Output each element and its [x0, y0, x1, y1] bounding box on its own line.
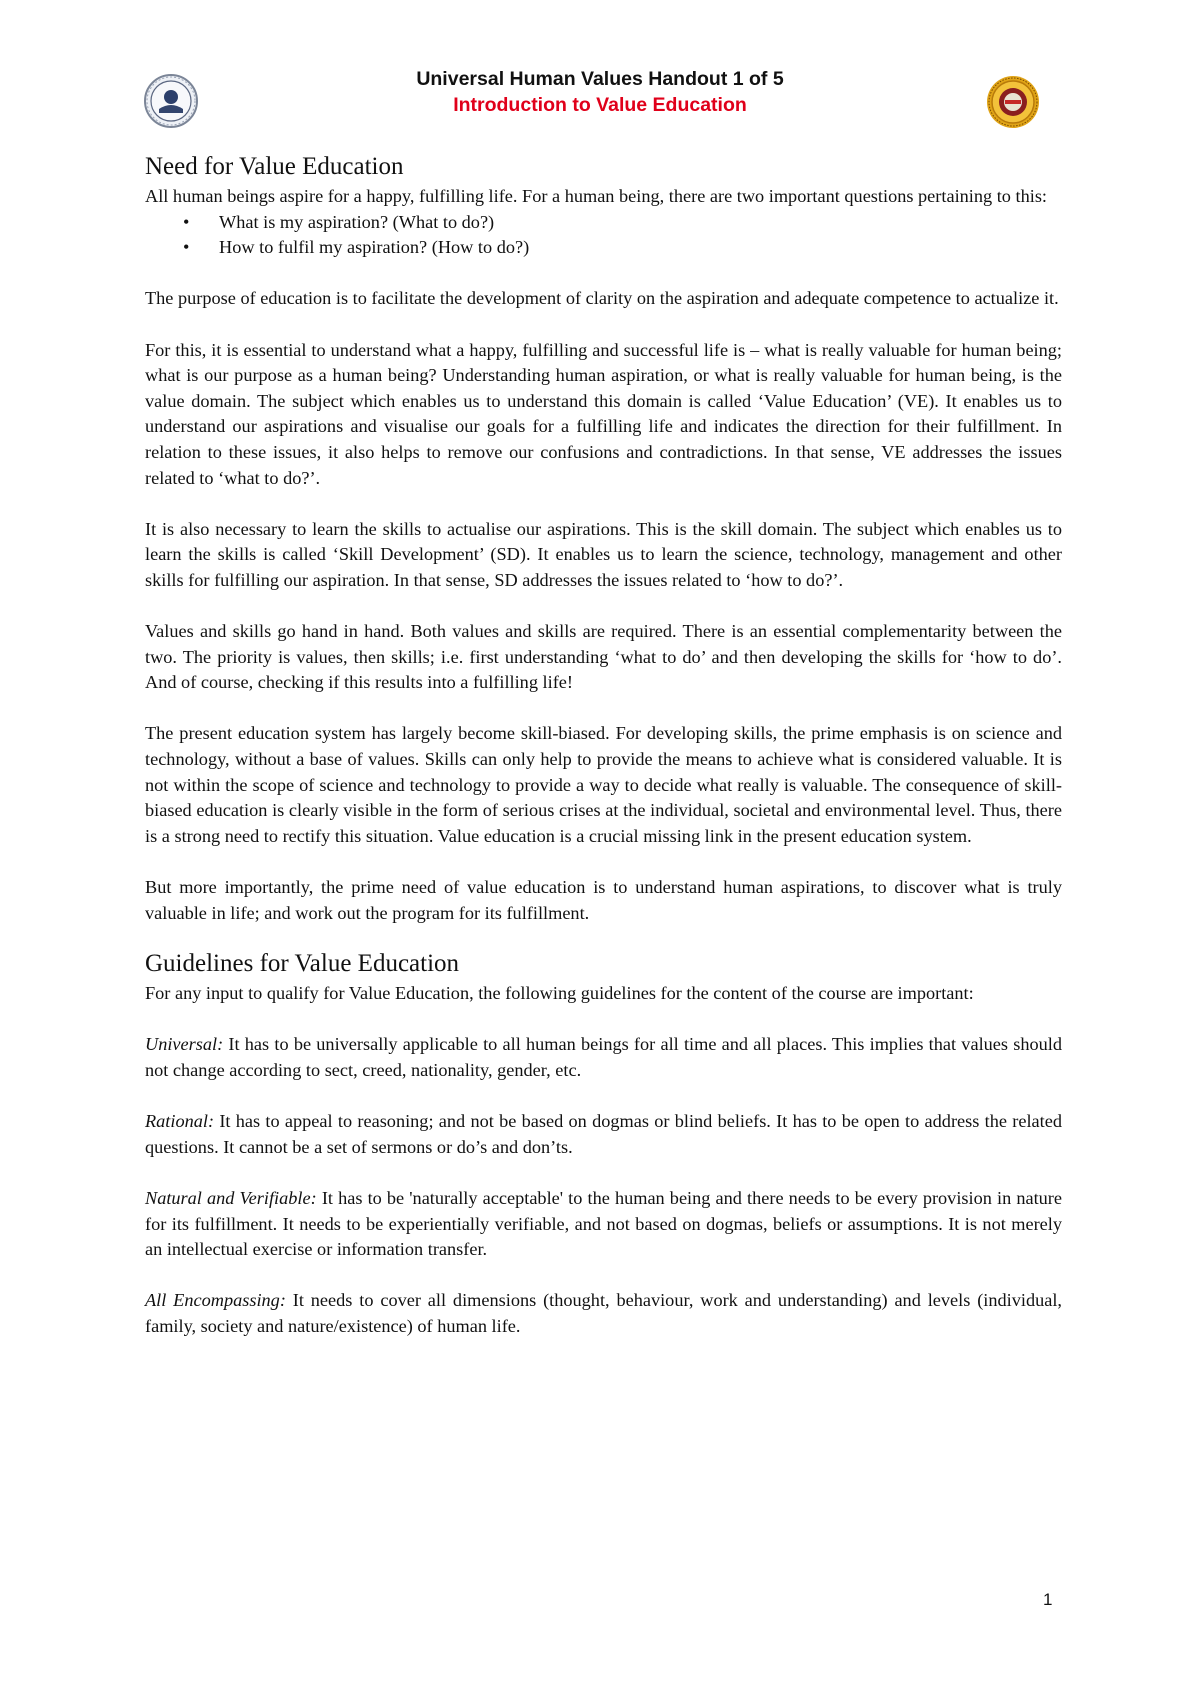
page-number: 1 — [1043, 1590, 1053, 1609]
list-item: • How to fulfil my aspiration? (How to do?) — [183, 235, 1062, 261]
section-heading-guidelines: Guidelines for Value Education — [145, 950, 460, 978]
paragraph: But more importantly, the prime need of value education is to understand human aspirations, to discover what is truly valuable in life; and work out the program for its fulfillment. — [145, 877, 1062, 923]
paragraph: Values and skills go hand in hand. Both values and skills are required. There is an essential complementarity between the two. The priority is values, then skills; i.e. first understanding ‘what to do’ and then developing the skills for ‘how to do’. And of course, checking if this results into a fulfilling life! — [145, 621, 1062, 693]
section-heading-need: Need for Value Education — [145, 153, 404, 180]
paragraph: It is also necessary to learn the skills to actualise our aspirations. This is the skill domain. The subject which enables us to learn the skills is called ‘Skill Development’ (SD). It enables us to learn the science, technology, management and other skills for fulfilling our aspiration. In that sense, SD addresses the issues related to ‘how to do?’. — [145, 518, 1062, 590]
list-item: • What is my aspiration? (What to do?) — [183, 210, 1062, 236]
bullet-icon: • — [183, 237, 190, 258]
guideline-universal: Universal: It has to be universally applicable to all human beings for all time and all places. This implies that values should not change according to sect, creed, nationality, gender, etc. — [145, 1034, 1062, 1080]
handout-title: Universal Human Values Handout 1 of 5 — [416, 68, 784, 90]
paragraph: The present education system has largely become skill-biased. For developing skills, the prime emphasis is on science and technology, without a base of values. Skills can only help to provide the means to achieve what is considered valuable. It is not within the scope of science and technology to provide a way to decide what really is valuable. The consequence of skill-biased education is clearly visible in the form of serious crises at the individual, societal and environmental level. Thus, there is a strong need to rectify this situation. Value education is a crucial missing link in the present education system. — [145, 723, 1062, 846]
guideline-natural-verifiable: Natural and Verifiable: It has to be 'naturally acceptable' to the human being and there needs to be every provision in nature for its fulfillment. It needs to be experientially verifiable, and not based on dogmas, beliefs or assumptions. It is not merely an intellectual exercise or information transfer. — [145, 1187, 1062, 1260]
guideline-lead: Universal: — [145, 1034, 224, 1055]
guideline-lead: Rational: — [145, 1111, 215, 1132]
intro-paragraph: For any input to qualify for Value Education, the following guidelines for the content of the course are important: — [145, 983, 974, 1004]
guideline-rational: Rational: It has to appeal to reasoning; and not be based on dogmas or blind beliefs. It has to be open to address the related questions. It cannot be a set of sermons or do’s and don’ts. — [145, 1111, 1062, 1157]
page-header — [0, 66, 1200, 118]
handout-subtitle: Introduction to Value Education — [453, 94, 747, 116]
document-body — [145, 150, 1062, 1340]
paragraph: The purpose of education is to facilitate the development of clarity on the aspiration and adequate competence to actualize it. — [145, 288, 1059, 309]
bullet-icon: • — [183, 211, 190, 232]
aspiration-questions-list — [145, 210, 1062, 261]
intro-paragraph: All human beings aspire for a happy, fulfilling life. For a human being, there are two important questions pertaining to this: — [145, 186, 1048, 206]
guideline-lead: All Encompassing: — [145, 1290, 286, 1311]
guideline-lead: Natural and Verifiable: — [145, 1187, 317, 1208]
guideline-all-encompassing: All Encompassing: It needs to cover all dimensions (thought, behaviour, work and understanding) and levels (individual, family, society and nature/existence) of human life. — [145, 1290, 1062, 1336]
paragraph: For this, it is essential to understand what a happy, fulfilling and successful life is – what is really valuable for human being; what is our purpose as a human being? Understanding human aspiration, or what is really valuable for human being, is the value domain. The subject which enables us to understand this domain is called ‘Value Education’ (VE). It enables us to understand our aspirations and visualise our goals for a fulfilling life and indicates the direction for their fulfillment. In relation to these issues, it also helps to remove our confusions and contradictions. In that sense, VE addresses the issues related to ‘what to do?’. — [145, 339, 1062, 488]
